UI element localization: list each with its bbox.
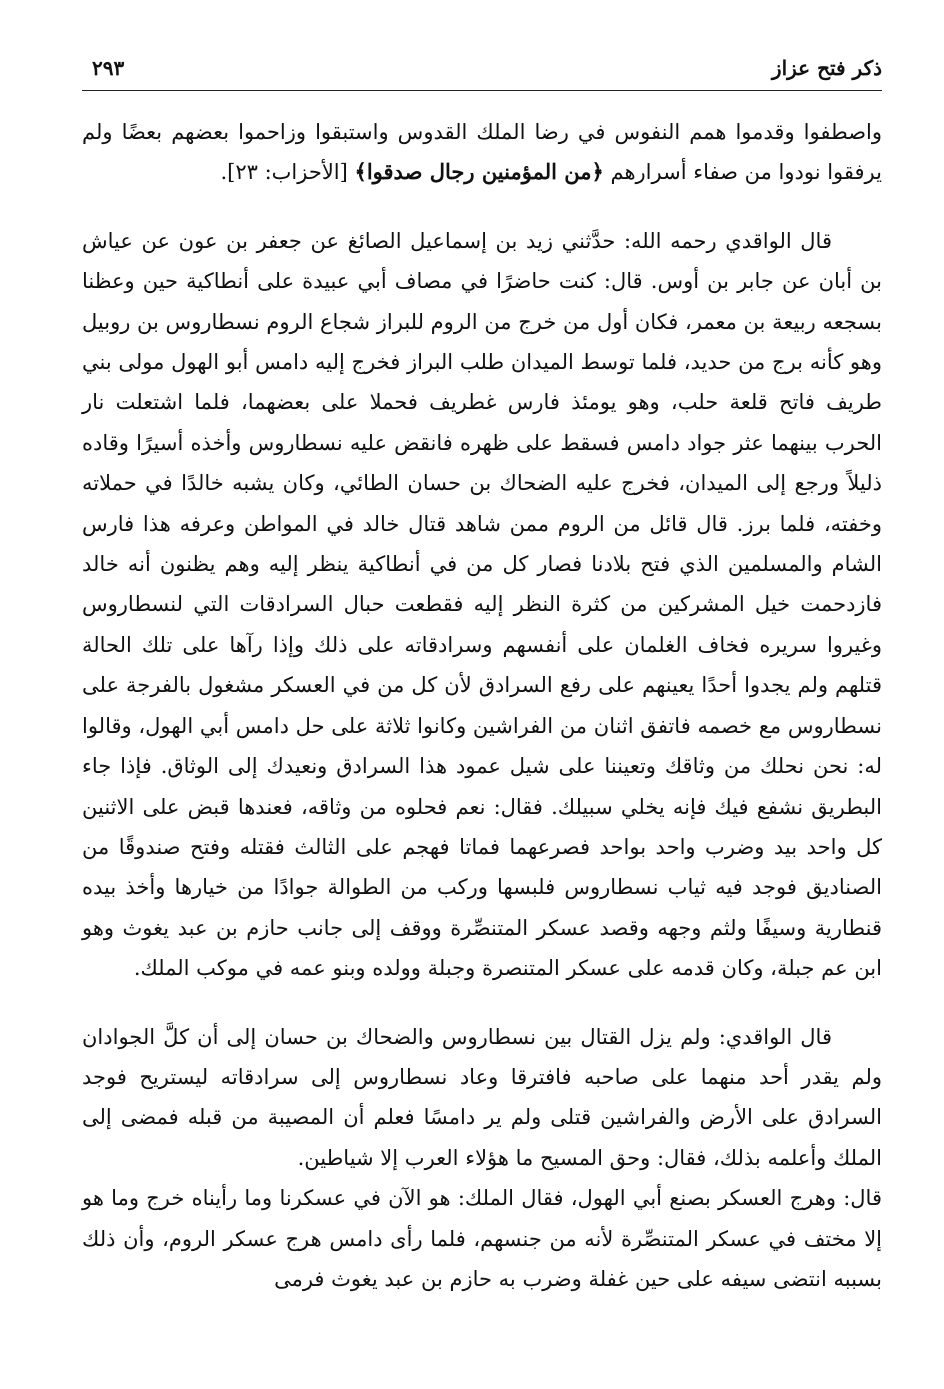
paragraph-gap: [82, 193, 882, 221]
paragraph-2: قال الواقدي رحمه الله: حدَّثني زيد بن إسماعيل الصائغ عن جعفر بن عون عن عياش بن أبان عن جابر بن أوس. قال: كنت حاضرًا في مصاف أبي عبيدة على أنطاكية حين وعظنا بسجعه ربيعة بن معمر، فكان أول من خرج من الروم للبراز شجاع الروم نسطاروس بن روبيل وهو كأنه برج من حديد، فلما توسط الميدان طلب البراز فخرج إليه دامس أبو الهول مولى بني طريف فاتح قلعة حلب، وهو يومئذ فارس غطريف فحملا على بعضهما، فلما اشتعلت نار الحرب بينهما عثر جواد دامس فسقط على ظهره فانقض عليه نسطاروس وأخذه أسيرًا وقاده ذليلاً ورجع إلى الميدان، فخرج عليه الضحاك بن حسان الطائي، وكان يشبه خالدًا في حملاته وخفته، فلما برز. قال قائل من الروم ممن شاهد قتال خالد في المواطن وعرفه هذا فارس الشام والمسلمين الذي فتح بلادنا فصار كل من في أنطاكية ينظر إليه وهم يظنون أنه خالد فازدحمت خيل المشركين من كثرة النظر إليه فقطعت حبال السرادقات التي لنسطاروس وغيروا سريره فخاف الغلمان على أنفسهم وسرادقاته على ذلك وإذا رآها على تلك الحالة قتلهم ولم يجدوا أحدًا يعينهم على رفع السرادق لأن كل من في العسكر مشغول بالفرجة على نسطاروس مع خصمه فاتفق اثنان من الفراشين وكانوا ثلاثة على حل دامس أبي الهول، وقالوا له: نحن نحلك من وثاقك وتعيننا على شيل عمود هذا السرادق ونعيدك إلى الوثاق. فإذا جاء البطريق نشفع فيك فإنه يخلي سبيلك. فقال: نعم فحلوه من وثاقه، فعندها قبض على الاثنين كل واحد بيد وضرب واحد بواحد فصرعهما فماتا فهجم على الثالث فقتله وفتح صندوقًا من الصناديق فوجد فيه ثياب نسطاروس فلبسها وركب من الطوالة جوادًا من خيارها وأخذ بيده قنطارية وسيفًا ولثم وجهه وقصد عسكر المتنصِّرة ووقف إلى جانب حازم بن عبد يغوث وهو ابن عم جبلة، وكان قدمه على عسكر المتنصرة وجبلة وولده وبنو عمه في موكب الملك.: [82, 228, 882, 981]
quran-verse: ﴿من المؤمنين رجال صدقوا﴾: [354, 159, 604, 185]
paragraph-1: [82, 112, 882, 193]
paragraph-3: قال الواقدي: ولم يزل القتال بين نسطاروس والضحاك بن حسان إلى أن كلَّ الجوادان ولم يقدر أحد منهما على صاحبه فافترقا وعاد نسطاروس إلى سرادقاته ليستريح فوجد السرادق على الأرض والفراشين قتلى ولم ير دامسًا فعلم أن المصيبة من قبله فمضى إلى الملك وأعلمه بذلك، فقال: وحق المسيح ما هؤلاء العرب إلا شياطين.: [82, 1024, 882, 1170]
page-header: [82, 56, 882, 91]
running-title: ذكر فتح عزاز: [771, 56, 882, 80]
page-number: ٢٩٣: [92, 56, 125, 80]
paragraph-gap: [82, 989, 882, 1017]
verse-reference: [الأحزاب: ٢٣].: [220, 160, 348, 185]
body-text: [82, 112, 882, 1299]
paragraph-4: قال: وهرج العسكر بصنع أبي الهول، فقال الملك: هو الآن في عسكرنا وما رأيناه خرج وما هو إلا مختف في عسكر المتنصِّرة لأنه من جنسهم، فلما رأى دامس هرج عسكر الروم، وأن ذلك بسببه انتضى سيفه على حين غفلة وضرب به حازم بن عبد يغوث فرمى: [82, 1186, 882, 1291]
paragraph-1-text: واصطفوا وقدموا همم النفوس في رضا الملك القدوس واستبقوا وزاحموا بعضهم بعضًا ولم يرفقوا نودوا من صفاء أسرارهم: [82, 120, 882, 185]
